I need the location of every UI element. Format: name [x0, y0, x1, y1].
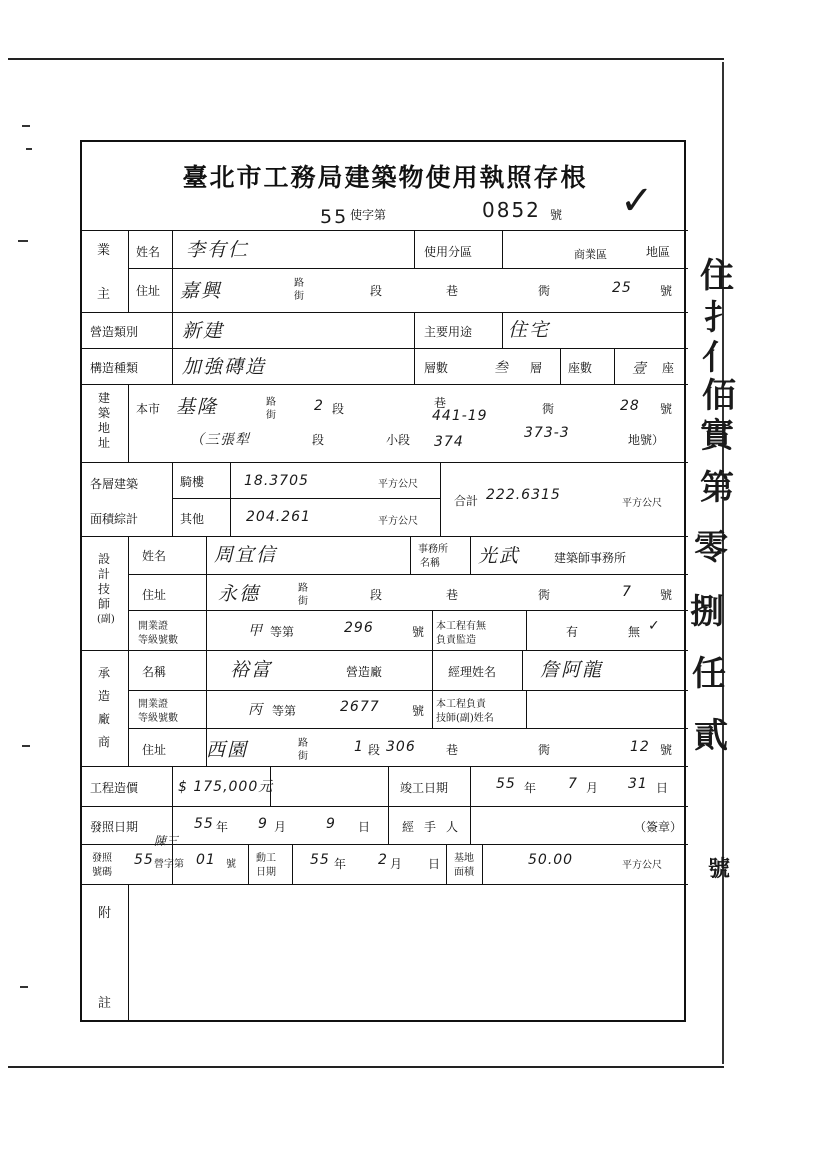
designer-name-label: 姓名	[142, 549, 167, 563]
rule	[206, 536, 207, 650]
contractor-lane-unit: 巷	[446, 743, 459, 757]
contractor-name-value: 裕富	[230, 659, 273, 681]
site-subsection-label: 小段	[386, 433, 411, 447]
rule	[414, 312, 415, 384]
start-year-unit: 年	[334, 857, 347, 871]
site-label	[97, 391, 111, 451]
rule	[82, 884, 688, 885]
road-label: 路	[294, 278, 304, 289]
completion-day-unit: 日	[656, 781, 669, 795]
cost-label: 工程造價	[90, 781, 139, 795]
start-label-line2: 日期	[256, 867, 276, 878]
office-label-line2: 名稱	[420, 558, 440, 569]
contractor-label-char: 造	[97, 689, 110, 703]
margin-glyph: 扌	[704, 298, 738, 338]
designer-label-char: 計	[97, 567, 110, 581]
owner-name-label: 姓名	[136, 245, 161, 259]
completion-month-unit: 月	[586, 781, 599, 795]
designer-section-unit: 段	[370, 588, 383, 602]
office-value: 光武	[478, 545, 521, 567]
remarks-label-bottom: 註	[98, 996, 112, 1011]
other-label: 其他	[180, 512, 205, 526]
buildings-unit: 座	[662, 361, 675, 375]
site-number-value: 28	[620, 398, 640, 414]
rule	[388, 806, 389, 844]
permit-label-line2: 號碼	[92, 867, 112, 878]
site-city-label: 本市	[136, 402, 161, 416]
scan-speck	[20, 986, 28, 988]
rule	[414, 230, 415, 268]
manager-value: 詹阿龍	[540, 659, 604, 681]
rule	[128, 384, 129, 462]
contractor-license-label-line2: 等級號數	[138, 713, 178, 724]
designer-label-char: (副)	[97, 614, 115, 625]
owner-address-value: 嘉興	[180, 280, 223, 302]
rule	[470, 536, 471, 574]
start-month: 2	[378, 852, 388, 868]
base-value: 50.00	[528, 852, 574, 868]
designer-license-label-line1: 開業證	[138, 621, 168, 632]
arcade-label: 騎樓	[180, 475, 205, 489]
rule	[292, 844, 293, 884]
site-number-unit: 號	[660, 402, 673, 416]
floors-unit: 層	[530, 361, 543, 375]
contractor-license-no-unit: 號	[412, 704, 425, 718]
site-alley-unit: 衖	[542, 402, 555, 416]
zone-label: 使用分區	[424, 245, 473, 259]
site-district-value: （三張犁	[190, 432, 250, 448]
designer-address-label: 住址	[142, 588, 167, 602]
completion-label: 竣工日期	[400, 781, 449, 795]
contractor-address-label: 住址	[142, 743, 167, 757]
structure-value: 加強磚造	[182, 356, 267, 378]
issue-day: 9	[326, 816, 336, 832]
designer-license-no: 296	[344, 620, 374, 636]
rule	[248, 844, 249, 884]
owner-number-value: 25	[612, 280, 632, 296]
site-lane-value: 441-19	[432, 408, 488, 424]
start-year: 55	[310, 852, 330, 868]
rule	[82, 650, 688, 651]
site-road-label: 路	[266, 397, 276, 408]
rule	[128, 728, 688, 729]
rule	[128, 884, 129, 1022]
scan-bottom-edge	[8, 1066, 724, 1068]
margin-glyph: 實	[700, 416, 734, 456]
contractor-number-value: 12	[630, 739, 650, 755]
permit-number: 0852	[482, 198, 541, 222]
handler-label: 經手人	[402, 820, 469, 834]
zone-value: 商業區	[574, 248, 607, 261]
contractor-lane-value: 306	[386, 739, 416, 755]
margin-glyph: 零	[694, 528, 728, 568]
rule	[526, 610, 527, 650]
contractor-license-mid: 等第	[272, 704, 297, 718]
zone-suffix: 地區	[646, 245, 671, 259]
use-value: 住宅	[508, 319, 551, 341]
rule	[172, 230, 173, 312]
margin-glyph: 號	[708, 856, 731, 882]
contractor-alley-unit: 衖	[538, 743, 551, 757]
permit-prefix-number: 55	[320, 206, 349, 228]
engineer-label-line2: 技師(副)姓名	[436, 713, 494, 724]
rule	[432, 610, 433, 650]
yes-label: 有	[566, 625, 579, 639]
rule	[470, 806, 471, 844]
contractor-label-char: 承	[97, 666, 110, 680]
designer-lane-unit: 巷	[446, 588, 459, 602]
rule	[82, 536, 688, 537]
designer-label-char: 設	[97, 552, 110, 566]
permit-stub-form	[80, 140, 686, 1022]
rule	[172, 312, 173, 384]
completion-day: 31	[628, 776, 648, 792]
margin-glyph: 任	[692, 654, 726, 694]
contractor-label-char: 廠	[97, 712, 110, 726]
designer-name-value: 周宜信	[214, 544, 278, 566]
rule	[230, 462, 231, 536]
designer-road-label: 路	[298, 583, 308, 594]
office-label-line1: 事務所	[418, 544, 448, 555]
street-label: 街	[294, 291, 304, 302]
owner-name-value: 李有仁	[186, 239, 250, 261]
other-unit: 平方公尺	[378, 516, 418, 527]
site-label-char: 地	[97, 421, 110, 435]
category-value: 新建	[182, 320, 225, 342]
rule	[128, 230, 129, 312]
margin-glyph: 貳	[694, 716, 728, 756]
area-label-line1: 各層建築	[90, 477, 139, 491]
lane-unit: 巷	[446, 284, 459, 298]
completion-year: 55	[496, 776, 516, 792]
issue-month: 9	[258, 816, 268, 832]
owner-section-label: 業	[97, 243, 111, 258]
start-month-unit: 月	[390, 857, 403, 871]
start-label-line1: 動工	[256, 853, 276, 864]
contractor-name-suffix: 營造廠	[346, 665, 383, 679]
issue-day-unit: 日	[358, 820, 371, 834]
rule	[432, 690, 433, 728]
base-unit: 平方公尺	[622, 860, 662, 871]
permit-mid: 營字第	[154, 859, 184, 870]
scan-speck	[18, 240, 28, 242]
rule	[502, 312, 503, 348]
site-lane-unit: 巷	[434, 396, 447, 410]
site-district-unit: 段	[312, 433, 325, 447]
other-value: 204.261	[246, 509, 311, 525]
contractor-license-grade: 丙	[248, 702, 263, 718]
buildings-value: 壹	[632, 361, 647, 377]
permit-suffix: 號	[550, 208, 563, 222]
site-road-value: 基隆	[176, 396, 219, 418]
margin-glyph: 住	[700, 256, 734, 296]
designer-license-label-line2: 等級號數	[138, 635, 178, 646]
floors-value: 叁	[494, 360, 509, 376]
rule	[440, 462, 441, 536]
rule	[470, 766, 471, 806]
rule	[502, 230, 503, 268]
scan-top-edge	[8, 58, 724, 60]
issue-month-unit: 月	[274, 820, 287, 834]
start-day-unit: 日	[428, 857, 441, 871]
completion-year-unit: 年	[524, 781, 537, 795]
rule	[128, 574, 688, 575]
designer-street-label: 街	[298, 596, 308, 607]
permit-no-unit: 號	[226, 859, 236, 870]
permit-prefix-label: 使字第	[350, 208, 387, 222]
use-label: 主要用途	[424, 325, 473, 339]
arcade-value: 18.3705	[244, 473, 309, 489]
margin-glyph: 第	[700, 468, 734, 508]
number-unit: 號	[660, 284, 673, 298]
rule	[128, 690, 688, 691]
rule	[82, 384, 688, 385]
scan-speck	[22, 745, 30, 747]
contractor-license-no: 2677	[340, 699, 380, 715]
remarks-label-top: 附	[98, 906, 112, 921]
rule	[560, 348, 561, 384]
contractor-license-label-line1: 開業證	[138, 699, 168, 710]
rule	[522, 650, 523, 690]
category-label: 營造類別	[90, 325, 139, 339]
designer-address-value: 永德	[218, 583, 261, 605]
rule	[388, 766, 389, 806]
remarks-area	[132, 888, 684, 1018]
rule	[614, 348, 615, 384]
margin-glyph: 佰	[702, 376, 736, 416]
designer-label	[97, 552, 115, 627]
cost-value: $ 175,000元	[178, 779, 274, 795]
total-label: 合計	[454, 494, 479, 508]
designer-number-unit: 號	[660, 588, 673, 602]
manager-label: 經理姓名	[448, 665, 497, 679]
site-lot-unit: 地號）	[628, 433, 665, 447]
site-label-char: 築	[97, 406, 110, 420]
issue-label: 發照日期	[90, 820, 139, 834]
contractor-section-value: 1	[354, 739, 364, 755]
site-label-char: 址	[97, 436, 110, 450]
owner-section-label: 主	[97, 287, 111, 302]
rule	[128, 268, 688, 269]
area-label-line2: 面積綜計	[90, 512, 139, 526]
issue-year: 55	[194, 816, 214, 832]
rule	[446, 844, 447, 884]
contractor-label	[97, 662, 111, 754]
no-label: 無	[628, 625, 641, 639]
scan-speck	[22, 125, 30, 127]
designer-license-no-unit: 號	[412, 625, 425, 639]
designer-label-char: 技	[97, 582, 110, 596]
designer-license-mid: 等第	[270, 625, 295, 639]
office-suffix: 建築師事務所	[554, 551, 627, 565]
contractor-road-label: 路	[298, 738, 308, 749]
form-title: 臺北市工務局建築物使用執照存根	[182, 163, 588, 192]
site-street-label: 街	[266, 410, 276, 421]
designer-alley-unit: 衖	[538, 588, 551, 602]
base-label-line1: 基地	[454, 853, 474, 864]
rule	[128, 610, 688, 611]
completion-month: 7	[568, 776, 578, 792]
rule	[410, 536, 411, 574]
permit-year: 55	[134, 852, 154, 868]
arcade-unit: 平方公尺	[378, 479, 418, 490]
designer-number-value: 7	[622, 584, 632, 600]
designer-license-grade: 甲	[248, 623, 263, 639]
contractor-street-label: 街	[298, 751, 308, 762]
rule	[172, 498, 440, 499]
engineer-label-line1: 本工程負責	[436, 699, 486, 710]
supervise-label-line1: 本工程有無	[436, 621, 486, 632]
scan-speck	[26, 148, 32, 150]
rule	[128, 536, 129, 766]
margin-glyph: 亻	[702, 338, 736, 378]
site-label-char: 建	[97, 391, 110, 405]
buildings-label: 座數	[568, 361, 593, 375]
sign-label: （簽章）	[634, 820, 683, 834]
site-section-value: 2	[314, 398, 324, 414]
base-label-line2: 面積	[454, 867, 474, 878]
rule	[526, 690, 527, 728]
handler-stamp: 陳三	[154, 834, 179, 848]
supervise-label-line2: 負責監造	[436, 635, 476, 646]
permit-label-line1: 發照	[92, 853, 112, 864]
issue-year-unit: 年	[216, 820, 229, 834]
permit-no: 01	[196, 852, 216, 868]
supervise-check-icon: ✓	[648, 618, 661, 634]
total-unit: 平方公尺	[622, 498, 662, 509]
designer-label-char: 師	[97, 597, 110, 611]
floors-label: 層數	[424, 361, 449, 375]
contractor-label-char: 商	[97, 735, 110, 749]
checkmark-icon: ✓	[620, 178, 656, 224]
alley-unit: 衖	[538, 284, 551, 298]
contractor-section-unit: 段	[368, 743, 381, 757]
rule	[172, 462, 173, 536]
owner-address-label: 住址	[136, 284, 161, 298]
rule	[432, 650, 433, 690]
contractor-name-label: 名稱	[142, 665, 167, 679]
site-subsection-value: 374	[434, 434, 464, 450]
margin-glyph: 捌	[690, 592, 724, 632]
total-value: 222.6315	[486, 487, 561, 503]
structure-label: 構造種類	[90, 361, 139, 375]
rule	[482, 844, 483, 884]
site-lot-value: 373-3	[524, 425, 570, 441]
contractor-address-value: 西園	[206, 739, 249, 761]
contractor-number-unit: 號	[660, 743, 673, 757]
section-unit: 段	[370, 284, 383, 298]
site-section-unit: 段	[332, 402, 345, 416]
